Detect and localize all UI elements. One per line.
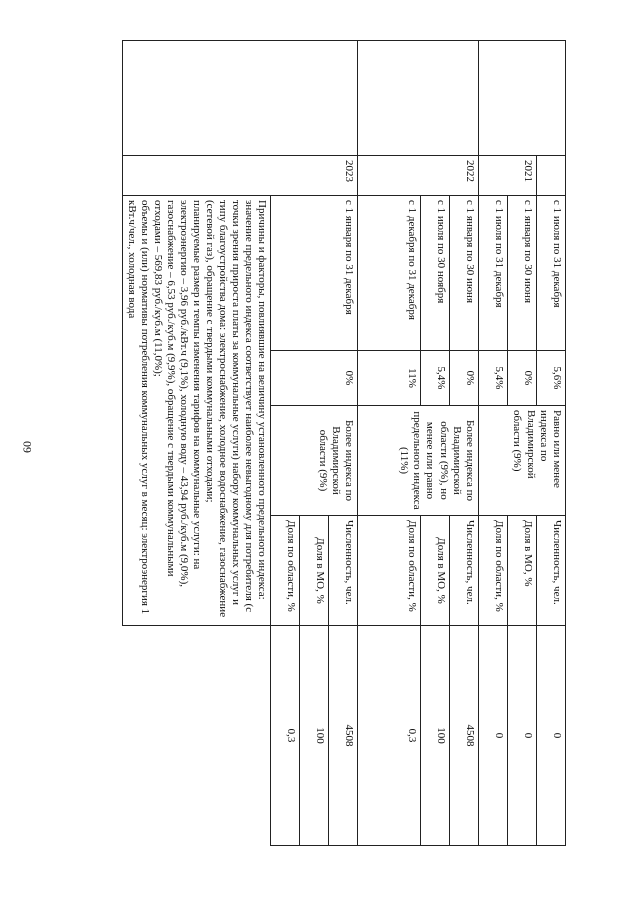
metric-cell: Доля по области, %	[479, 516, 508, 626]
number-cell: 0	[479, 626, 508, 846]
factors-heading: Причины и факторы, повлиявшие на величину установленного предельного индекса:	[256, 200, 268, 600]
period-cell: с 1 июля по 30 ноября	[421, 196, 450, 351]
metric-cell: Численность, чел.	[329, 516, 358, 626]
rotated-table-page	[64, 40, 566, 845]
factors-paragraph: объемы и (или) нормативы потребления коммунальных услуг в месяц: электроэнергия 1 кВт.ч/чел., холодная вода	[126, 200, 152, 615]
left-empty-cell	[123, 41, 358, 156]
value-cell: 11%	[358, 351, 421, 406]
condition-cell: Более индекса по Владимирской области (9%)	[271, 406, 358, 516]
number-cell: 0	[508, 626, 537, 846]
year-cell: 2022	[358, 156, 479, 196]
period-cell: с 1 января по 30 июня	[508, 196, 537, 351]
value-cell: 0%	[450, 351, 479, 406]
left-empty-cell	[358, 41, 479, 156]
period-cell: с 1 декабря по 31 декабря	[358, 196, 421, 351]
tariff-index-table	[122, 40, 566, 846]
table-row	[450, 41, 479, 846]
period-cell: с 1 июля по 31 декабря	[537, 196, 566, 351]
number-cell: 100	[300, 626, 329, 846]
value-cell: 5,4%	[421, 351, 450, 406]
number-cell: 0,3	[271, 626, 300, 846]
metric-cell: Численность, чел.	[450, 516, 479, 626]
period-cell: с 1 января по 31 декабря	[271, 196, 358, 351]
metric-cell: Доля по области, %	[358, 516, 421, 626]
metric-cell: Численность, чел.	[537, 516, 566, 626]
factors-paragraph: планируемые размер и темпы изменения тарифов на коммунальные услуги: на электроэнергию – 3,96 руб./кВт.ч (9,1%), холодную воду – 43,94 руб./куб.м (9,0%), газоснабжение – 6,53 руб./куб.м (9,9%), обращение с твердыми коммунальными отходами – 569,83 руб./куб.м (11,0%);	[152, 200, 204, 587]
metric-cell: Доля в МО, %	[421, 516, 450, 626]
table-row	[329, 41, 358, 846]
metric-cell: Доля в МО, %	[508, 516, 537, 626]
left-empty-cell	[479, 41, 566, 156]
year-cell	[537, 156, 566, 196]
page-number: 60	[20, 441, 34, 453]
year-cell: 2023	[123, 156, 358, 196]
number-cell: 100	[421, 626, 450, 846]
number-cell: 0	[537, 626, 566, 846]
condition-cell: Равно или менее индекса по Владимирской области (9%)	[479, 406, 566, 516]
year-cell: 2021	[479, 156, 537, 196]
number-cell: 4508	[329, 626, 358, 846]
table-row	[537, 41, 566, 846]
period-cell: с 1 января по 30 июня	[450, 196, 479, 351]
metric-cell: Доля в МО, %	[300, 516, 329, 626]
number-cell: 0,3	[358, 626, 421, 846]
condition-cell: Более индекса по Владимирской области (9%), но менее или равно предельного индекса (11%)	[358, 406, 479, 516]
metric-cell: Доля по области, %	[271, 516, 300, 626]
factors-paragraph: значение предельного индекса соответствует наиболее невыгодному для потребителя (с точки зрения прироста платы за коммунальные услуги) набору коммунальных услуг и типу благоустройства дома: электроснабжение, холодное водоснабжение, газоснабжение (сетевой газ), обращение с твердыми коммунальными отходами;	[204, 200, 256, 618]
value-cell: 5,4%	[479, 351, 508, 406]
value-cell: 0%	[271, 351, 358, 406]
value-cell: 0%	[508, 351, 537, 406]
value-cell: 5,6%	[537, 351, 566, 406]
factors-cell	[123, 196, 271, 626]
period-cell: с 1 июля по 31 декабря	[479, 196, 508, 351]
number-cell: 4508	[450, 626, 479, 846]
